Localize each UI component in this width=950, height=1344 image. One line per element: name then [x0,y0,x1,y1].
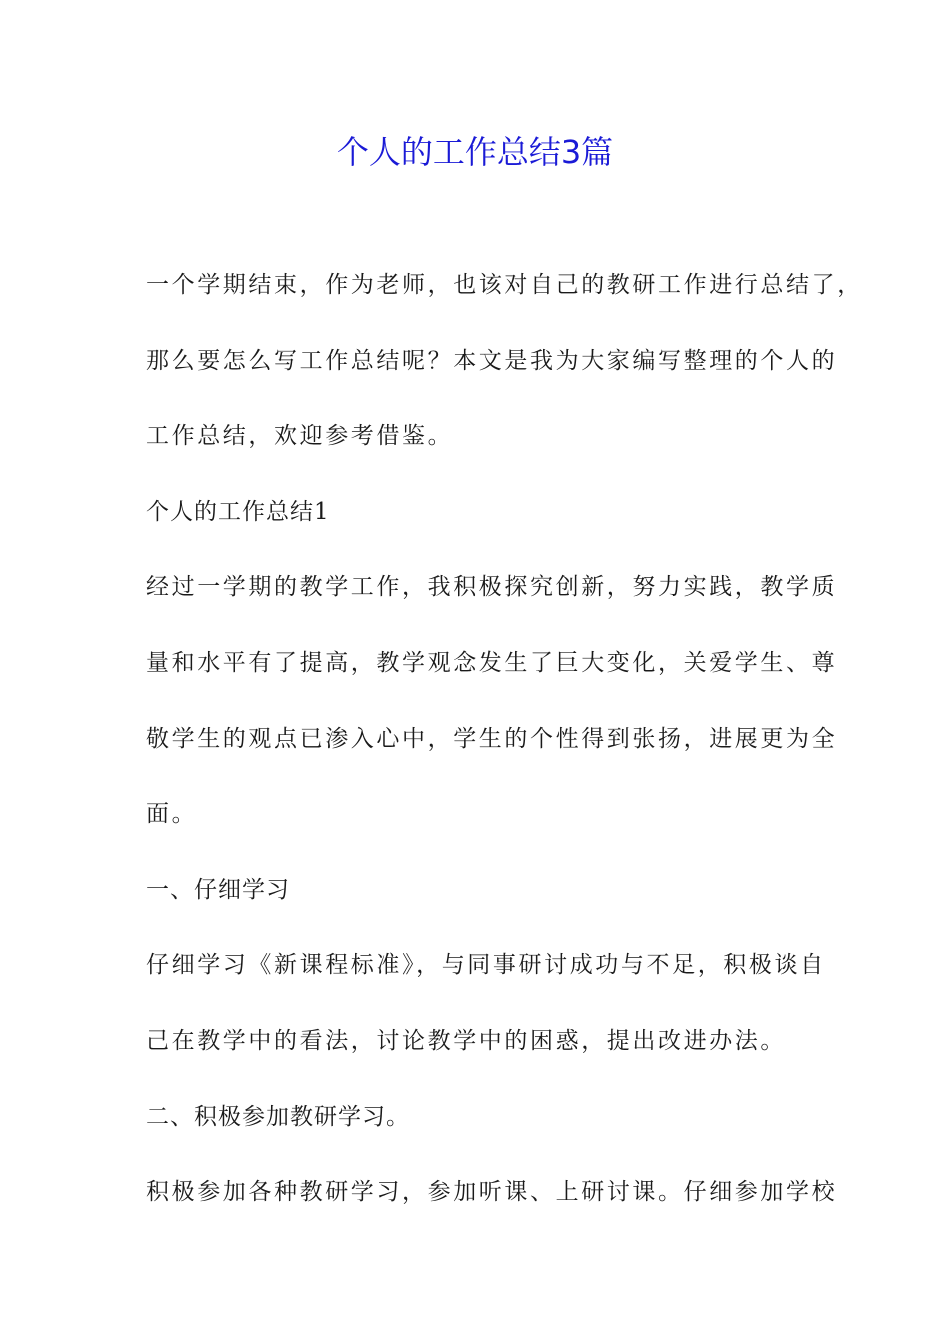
paragraph-line: 那么要怎么写工作总结呢？本文是我为大家编写整理的个人的 [146,347,838,374]
paragraph-line: 工作总结，欢迎参考借鉴。 [146,423,454,450]
paragraph-line: 己在教学中的看法，讨论教学中的困惑，提出改进办法。 [146,1027,786,1054]
paragraph-line: 敬学生的观点已渗入心中，学生的个性得到张扬，进展更为全 [146,725,838,752]
paragraph-line: 一个学期结束，作为老师，也该对自己的教研工作进行总结了， [146,272,863,298]
section-heading: 个人的工作总结1 [146,498,330,525]
section-heading: 一、仔细学习 [146,876,290,903]
section-heading: 二、积极参加教研学习。 [146,1103,410,1130]
paragraph-line: 经过一学期的教学工作，我积极探究创新，努力实践，教学质 [146,574,838,601]
paragraph-line: 积极参加各种教研学习，参加听课、上研讨课。仔细参加学校 [146,1179,838,1206]
paragraph-line: 仔细学习《新课程标准》，与同事研讨成功与不足，积极谈自 [146,952,826,979]
paragraph-line: 量和水平有了提高，教学观念发生了巨大变化，关爱学生、尊 [146,649,838,676]
document-body [146,261,863,1244]
paragraph-line: 面。 [146,801,198,828]
document-title: 个人的工作总结3篇 [336,133,614,171]
